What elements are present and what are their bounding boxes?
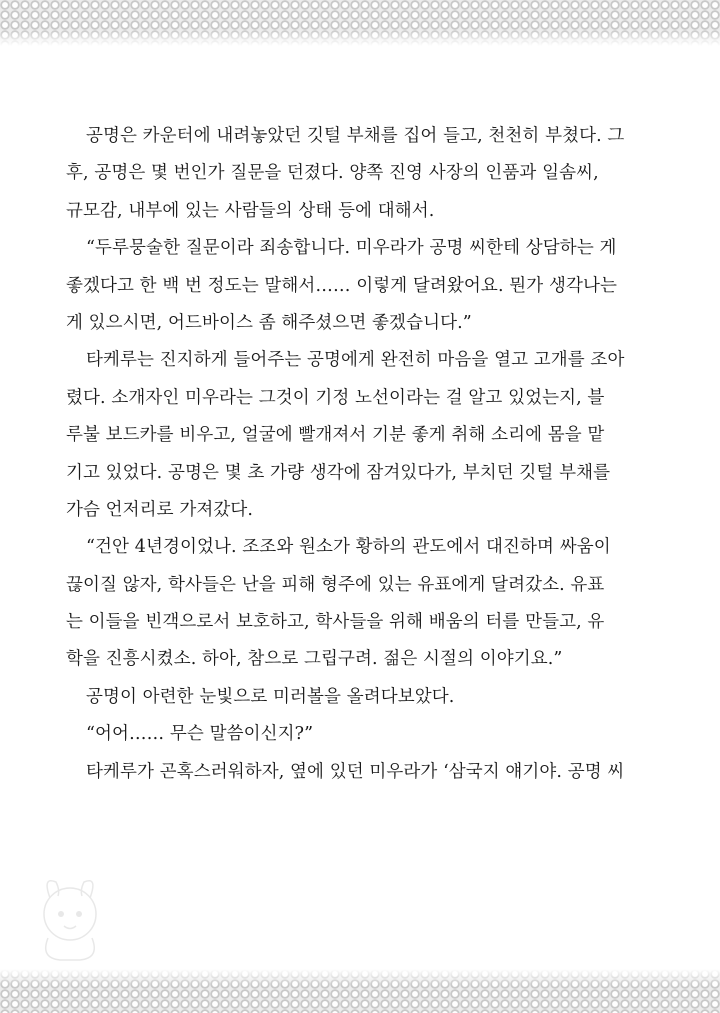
text-line: 공명은 카운터에 내려놓았던 깃털 부채를 집어 들고, 천천히 부쳤다. 그 bbox=[86, 126, 625, 146]
text-line: “두루뭉술한 질문이라 죄송합니다. 미우라가 공명 씨한테 상담하는 게 bbox=[86, 238, 617, 259]
text-line: 끊이질 않자, 학사들은 난을 피해 형주에 있는 유표에게 달려갔소. 유표 bbox=[66, 574, 605, 595]
text-line: 기고 있었다. 공명은 몇 초 가량 생각에 잠겨있다가, 부치던 깃털 부채를 bbox=[66, 462, 611, 483]
text-line: 가슴 언저리로 가져갔다. bbox=[66, 499, 254, 520]
mascot-watermark-icon bbox=[20, 868, 120, 964]
text-line: 규모감, 내부에 있는 사람들의 상태 등에 대해서. bbox=[66, 200, 435, 221]
text-line: 학을 진흥시켰소. 하아, 참으로 그립구려. 젊은 시절의 이야기요.” bbox=[66, 649, 563, 670]
text-line: 좋겠다고 한 백 번 정도는 말해서…… 이렇게 달려왔어요. 뭔가 생각나는 bbox=[66, 275, 617, 296]
text-body bbox=[66, 118, 646, 791]
text-line: 타케루는 진지하게 들어주는 공명에게 완전히 마음을 열고 고개를 조아 bbox=[86, 350, 625, 371]
text-line: “어어…… 무슨 말씀이신지?” bbox=[86, 724, 314, 745]
ornamental-border-top bbox=[0, 0, 720, 46]
ornamental-border-bottom bbox=[0, 969, 720, 1013]
text-line: “건안 4년경이었나. 조조와 원소가 황하의 관도에서 대진하며 싸움이 bbox=[86, 537, 611, 558]
text-line: 타케루가 곤혹스러워하자, 옆에 있던 미우라가 ‘삼국지 얘기야. 공명 씨 bbox=[86, 761, 625, 782]
text-line: 후, 공명은 몇 번인가 질문을 던졌다. 양쪽 진영 사장의 인품과 일솜씨, bbox=[66, 163, 599, 184]
text-line: 공명이 아련한 눈빛으로 미러볼을 올려다보았다. bbox=[86, 686, 455, 707]
text-line: 게 있으시면, 어드바이스 좀 해주셨으면 좋겠습니다.” bbox=[66, 312, 472, 333]
text-line: 는 이들을 빈객으로서 보호하고, 학사들을 위해 배움의 터를 만들고, 유 bbox=[66, 612, 605, 633]
text-line: 루불 보드카를 비우고, 얼굴에 빨개져서 기분 좋게 취해 소리에 몸을 맡 bbox=[66, 425, 605, 446]
text-line: 렸다. 소개자인 미우라는 그것이 기정 노선이라는 걸 알고 있었는지, 블 bbox=[66, 387, 605, 408]
